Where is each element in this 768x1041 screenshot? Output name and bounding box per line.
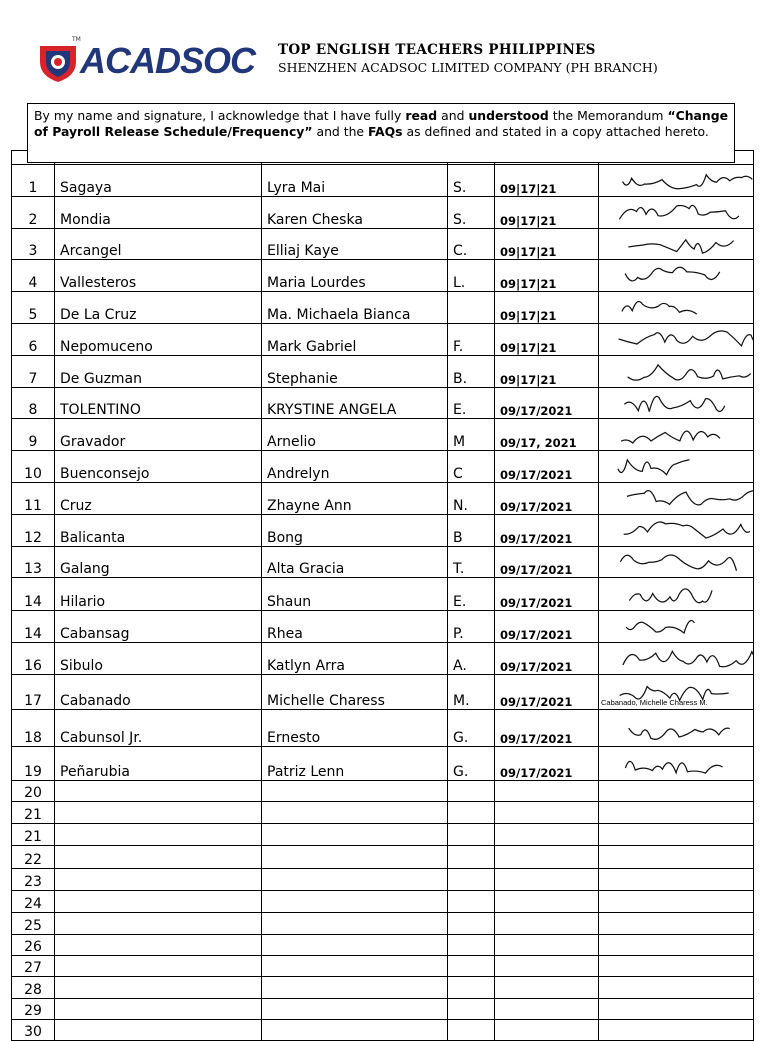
handwritten-signature — [599, 451, 753, 482]
first-name-cell — [262, 976, 448, 998]
middle-initial-cell: B. — [448, 355, 495, 387]
ack-understood: understood — [468, 108, 549, 123]
last-name-cell — [55, 976, 262, 998]
ack-text: and the — [312, 123, 368, 139]
row-number: 22 — [12, 845, 55, 868]
first-name-cell — [262, 1019, 448, 1040]
signature-cell — [599, 514, 754, 546]
table-row — [12, 578, 754, 611]
last-name-cell — [55, 845, 262, 868]
middle-initial-cell: P. — [448, 611, 495, 643]
table-row — [12, 823, 754, 845]
row-number: 14 — [12, 578, 55, 611]
last-name-cell: Sagaya — [55, 165, 262, 197]
first-name-cell — [262, 912, 448, 934]
handwritten-signature — [599, 229, 753, 260]
row-number: 2 — [12, 196, 55, 228]
middle-initial-cell — [448, 780, 495, 801]
date-cell — [495, 823, 599, 845]
middle-initial-cell — [448, 845, 495, 868]
first-name-cell — [262, 955, 448, 976]
date-cell: 09/17/2021 — [495, 611, 599, 643]
row-number: 6 — [12, 323, 55, 355]
company-tagline: TOP ENGLISH TEACHERS PHILIPPINES — [278, 42, 596, 58]
handwritten-signature — [599, 292, 753, 323]
first-name-cell: KRYSTINE ANGELA — [262, 387, 448, 419]
first-name-cell: Maria Lourdes — [262, 260, 448, 292]
table-row — [12, 482, 754, 514]
handwritten-signature — [599, 197, 753, 228]
first-name-cell: Mark Gabriel — [262, 323, 448, 355]
first-name-cell: Alta Gracia — [262, 546, 448, 578]
last-name-cell: Hilario — [55, 578, 262, 611]
date-cell — [495, 912, 599, 934]
last-name-cell: Sibulo — [55, 643, 262, 675]
last-name-cell — [55, 1019, 262, 1040]
middle-initial-cell — [448, 1019, 495, 1040]
signature-cell — [599, 823, 754, 845]
date-cell — [495, 845, 599, 868]
signature-cell — [599, 780, 754, 801]
table-row — [12, 955, 754, 976]
last-name-cell: Cabunsol Jr. — [55, 709, 262, 746]
row-number: 19 — [12, 746, 55, 780]
table-row — [12, 746, 754, 780]
row-number: 13 — [12, 546, 55, 578]
signature-cell — [599, 746, 754, 780]
first-name-cell — [262, 823, 448, 845]
signature-cell — [599, 709, 754, 746]
table-row — [12, 801, 754, 823]
middle-initial-cell: B — [448, 514, 495, 546]
signature-cell — [599, 1019, 754, 1040]
date-cell: 09/17/2021 — [495, 546, 599, 578]
middle-initial-cell — [448, 998, 495, 1019]
first-name-cell — [262, 801, 448, 823]
first-name-cell — [262, 934, 448, 955]
row-number: 7 — [12, 355, 55, 387]
first-name-cell: Lyra Mai — [262, 165, 448, 197]
date-cell: 09|17|21 — [495, 165, 599, 197]
date-cell: 09/17/2021 — [495, 514, 599, 546]
signature-cell — [599, 955, 754, 976]
table-row — [12, 611, 754, 643]
handwritten-signature — [599, 611, 753, 642]
signature-cell — [599, 355, 754, 387]
logo-wordmark: ACADSOC — [80, 40, 256, 81]
middle-initial-cell: A. — [448, 643, 495, 675]
row-number: 18 — [12, 709, 55, 746]
first-name-cell — [262, 780, 448, 801]
last-name-cell: Vallesteros — [55, 260, 262, 292]
middle-initial-cell — [448, 823, 495, 845]
date-cell: 09|17|21 — [495, 292, 599, 324]
date-cell: 09/17/2021 — [495, 387, 599, 419]
first-name-cell: Michelle Charess — [262, 674, 448, 709]
date-cell: 09/17/2021 — [495, 451, 599, 483]
first-name-cell — [262, 845, 448, 868]
table-row — [12, 355, 754, 387]
last-name-cell: Gravador — [55, 419, 262, 451]
last-name-cell — [55, 823, 262, 845]
date-cell: 09/17/2021 — [495, 746, 599, 780]
row-number: 1 — [12, 165, 55, 197]
date-cell: 09|17|21 — [495, 228, 599, 260]
handwritten-signature — [599, 715, 753, 746]
table-row — [12, 998, 754, 1019]
row-number: 4 — [12, 260, 55, 292]
signature-cell — [599, 868, 754, 890]
middle-initial-cell: F. — [448, 323, 495, 355]
row-number: 5 — [12, 292, 55, 324]
handwritten-signature — [599, 165, 753, 196]
first-name-cell: Ernesto — [262, 709, 448, 746]
handwritten-signature — [599, 419, 753, 450]
middle-initial-cell: E. — [448, 578, 495, 611]
table-row — [12, 323, 754, 355]
first-name-cell: Shaun — [262, 578, 448, 611]
row-number: 21 — [12, 801, 55, 823]
middle-initial-cell: C. — [448, 228, 495, 260]
row-number: 28 — [12, 976, 55, 998]
last-name-cell: Cruz — [55, 482, 262, 514]
signature-printed-name: Cabanado, Michelle Charess M. — [601, 697, 708, 707]
table-row — [12, 546, 754, 578]
middle-initial-cell — [448, 934, 495, 955]
middle-initial-cell: C — [448, 451, 495, 483]
first-name-cell: Ma. Michaela Bianca — [262, 292, 448, 324]
first-name-cell: Arnelio — [262, 419, 448, 451]
handwritten-signature — [599, 388, 753, 419]
signature-cell — [599, 912, 754, 934]
date-cell — [495, 955, 599, 976]
first-name-cell: Patriz Lenn — [262, 746, 448, 780]
middle-initial-cell: E. — [448, 387, 495, 419]
ack-text: and — [437, 108, 469, 123]
signature-cell — [599, 546, 754, 578]
signature-table — [11, 150, 754, 1041]
table-row — [12, 165, 754, 197]
date-cell — [495, 890, 599, 912]
date-cell: 09|17|21 — [495, 196, 599, 228]
table-row — [12, 780, 754, 801]
row-number: 14 — [12, 611, 55, 643]
handwritten-signature — [599, 547, 753, 578]
table-row — [12, 868, 754, 890]
signature-cell — [599, 611, 754, 643]
ack-read: read — [405, 108, 438, 123]
date-cell: 09/17/2021 — [495, 674, 599, 709]
date-cell — [495, 780, 599, 801]
date-cell — [495, 976, 599, 998]
first-name-cell: Andrelyn — [262, 451, 448, 483]
signature-cell — [599, 228, 754, 260]
table-row — [12, 514, 754, 546]
middle-initial-cell: G. — [448, 709, 495, 746]
row-number: 21 — [12, 823, 55, 845]
last-name-cell: Cabanado — [55, 674, 262, 709]
row-number: 12 — [12, 514, 55, 546]
lion-shield-icon — [36, 42, 80, 82]
last-name-cell — [55, 934, 262, 955]
row-number: 11 — [12, 482, 55, 514]
last-name-cell: Cabansag — [55, 611, 262, 643]
signature-cell — [599, 260, 754, 292]
table-row — [12, 1019, 754, 1040]
signature-cell — [599, 845, 754, 868]
signature-cell — [599, 976, 754, 998]
table-row — [12, 260, 754, 292]
handwritten-signature — [599, 515, 753, 546]
signature-cell — [599, 292, 754, 324]
row-number: 20 — [12, 780, 55, 801]
last-name-cell — [55, 955, 262, 976]
signature-cell — [599, 451, 754, 483]
last-name-cell: De La Cruz — [55, 292, 262, 324]
row-number: 9 — [12, 419, 55, 451]
acadsoc-logo — [36, 36, 276, 84]
table-row — [12, 674, 754, 709]
row-number: 17 — [12, 674, 55, 709]
trademark-mark: TM — [72, 36, 81, 43]
table-row — [12, 976, 754, 998]
table-row — [12, 643, 754, 675]
first-name-cell: Karen Cheska — [262, 196, 448, 228]
date-cell: 09/17/2021 — [495, 643, 599, 675]
row-number: 8 — [12, 387, 55, 419]
handwritten-signature — [599, 260, 753, 291]
handwritten-signature — [599, 356, 753, 387]
signature-cell — [599, 196, 754, 228]
row-number: 24 — [12, 890, 55, 912]
table-row — [12, 196, 754, 228]
row-number: 10 — [12, 451, 55, 483]
table-row — [12, 228, 754, 260]
middle-initial-cell — [448, 801, 495, 823]
table-row — [12, 934, 754, 955]
signature-cell — [599, 387, 754, 419]
signature-cell — [599, 934, 754, 955]
handwritten-signature — [599, 643, 753, 674]
middle-initial-cell: G. — [448, 746, 495, 780]
table-row — [12, 912, 754, 934]
date-cell: 09/17/2021 — [495, 709, 599, 746]
row-number: 16 — [12, 643, 55, 675]
last-name-cell — [55, 780, 262, 801]
last-name-cell: Peñarubia — [55, 746, 262, 780]
signature-cell — [599, 674, 754, 709]
row-number: 29 — [12, 998, 55, 1019]
last-name-cell — [55, 890, 262, 912]
last-name-cell: Buenconsejo — [55, 451, 262, 483]
signature-cell — [599, 998, 754, 1019]
middle-initial-cell — [448, 955, 495, 976]
first-name-cell — [262, 890, 448, 912]
last-name-cell: Galang — [55, 546, 262, 578]
date-cell: 09/17/2021 — [495, 578, 599, 611]
last-name-cell: Nepomuceno — [55, 323, 262, 355]
middle-initial-cell: N. — [448, 482, 495, 514]
first-name-cell: Elliaj Kaye — [262, 228, 448, 260]
middle-initial-cell: M. — [448, 674, 495, 709]
document-header — [36, 36, 736, 86]
middle-initial-cell: L. — [448, 260, 495, 292]
row-number: 30 — [12, 1019, 55, 1040]
last-name-cell: De Guzman — [55, 355, 262, 387]
middle-initial-cell — [448, 890, 495, 912]
ack-faqs: FAQs — [368, 123, 403, 139]
last-name-cell: Balicanta — [55, 514, 262, 546]
company-name: SHENZHEN ACADSOC LIMITED COMPANY (PH BRANCH) — [278, 60, 658, 75]
first-name-cell: Zhayne Ann — [262, 482, 448, 514]
signature-cell — [599, 643, 754, 675]
first-name-cell: Rhea — [262, 611, 448, 643]
date-cell: 09|17|21 — [495, 355, 599, 387]
table-row — [12, 890, 754, 912]
date-cell — [495, 998, 599, 1019]
first-name-cell: Stephanie — [262, 355, 448, 387]
last-name-cell: Mondia — [55, 196, 262, 228]
date-cell — [495, 1019, 599, 1040]
last-name-cell: Arcangel — [55, 228, 262, 260]
middle-initial-cell — [448, 912, 495, 934]
date-cell — [495, 801, 599, 823]
handwritten-signature — [599, 580, 753, 611]
signature-cell — [599, 578, 754, 611]
ack-text: By my name and signature, I acknowledge that I have fully — [34, 108, 406, 123]
middle-initial-cell: M — [448, 419, 495, 451]
row-number: 27 — [12, 955, 55, 976]
table-row — [12, 709, 754, 746]
last-name-cell — [55, 868, 262, 890]
last-name-cell — [55, 912, 262, 934]
signature-cell — [599, 419, 754, 451]
date-cell: 09|17|21 — [495, 260, 599, 292]
last-name-cell — [55, 998, 262, 1019]
middle-initial-cell: S. — [448, 165, 495, 197]
acknowledgement-box — [27, 103, 735, 163]
signature-cell — [599, 801, 754, 823]
middle-initial-cell: T. — [448, 546, 495, 578]
handwritten-signature — [599, 749, 753, 780]
row-number: 3 — [12, 228, 55, 260]
ack-text: the Memorandum — [548, 108, 668, 123]
date-cell — [495, 934, 599, 955]
middle-initial-cell — [448, 976, 495, 998]
middle-initial-cell — [448, 292, 495, 324]
signature-cell — [599, 482, 754, 514]
ack-memo-title: “Change of Payroll Release Schedule/Frequency” — [34, 108, 728, 139]
signature-cell — [599, 323, 754, 355]
first-name-cell — [262, 998, 448, 1019]
table-row — [12, 387, 754, 419]
handwritten-signature — [599, 324, 753, 355]
handwritten-signature — [599, 483, 753, 514]
middle-initial-cell: S. — [448, 196, 495, 228]
row-number: 25 — [12, 912, 55, 934]
first-name-cell — [262, 868, 448, 890]
row-number: 26 — [12, 934, 55, 955]
date-cell: 09|17|21 — [495, 323, 599, 355]
date-cell — [495, 868, 599, 890]
table-row — [12, 451, 754, 483]
row-number: 23 — [12, 868, 55, 890]
table-row — [12, 292, 754, 324]
first-name-cell: Bong — [262, 514, 448, 546]
signature-cell — [599, 165, 754, 197]
table-row — [12, 845, 754, 868]
first-name-cell: Katlyn Arra — [262, 643, 448, 675]
last-name-cell — [55, 801, 262, 823]
signature-cell — [599, 890, 754, 912]
last-name-cell: TOLENTINO — [55, 387, 262, 419]
table-row — [12, 419, 754, 451]
date-cell: 09/17/2021 — [495, 482, 599, 514]
middle-initial-cell — [448, 868, 495, 890]
date-cell: 09/17, 2021 — [495, 419, 599, 451]
ack-text: as defined and stated in a copy attached hereto. — [402, 123, 709, 139]
